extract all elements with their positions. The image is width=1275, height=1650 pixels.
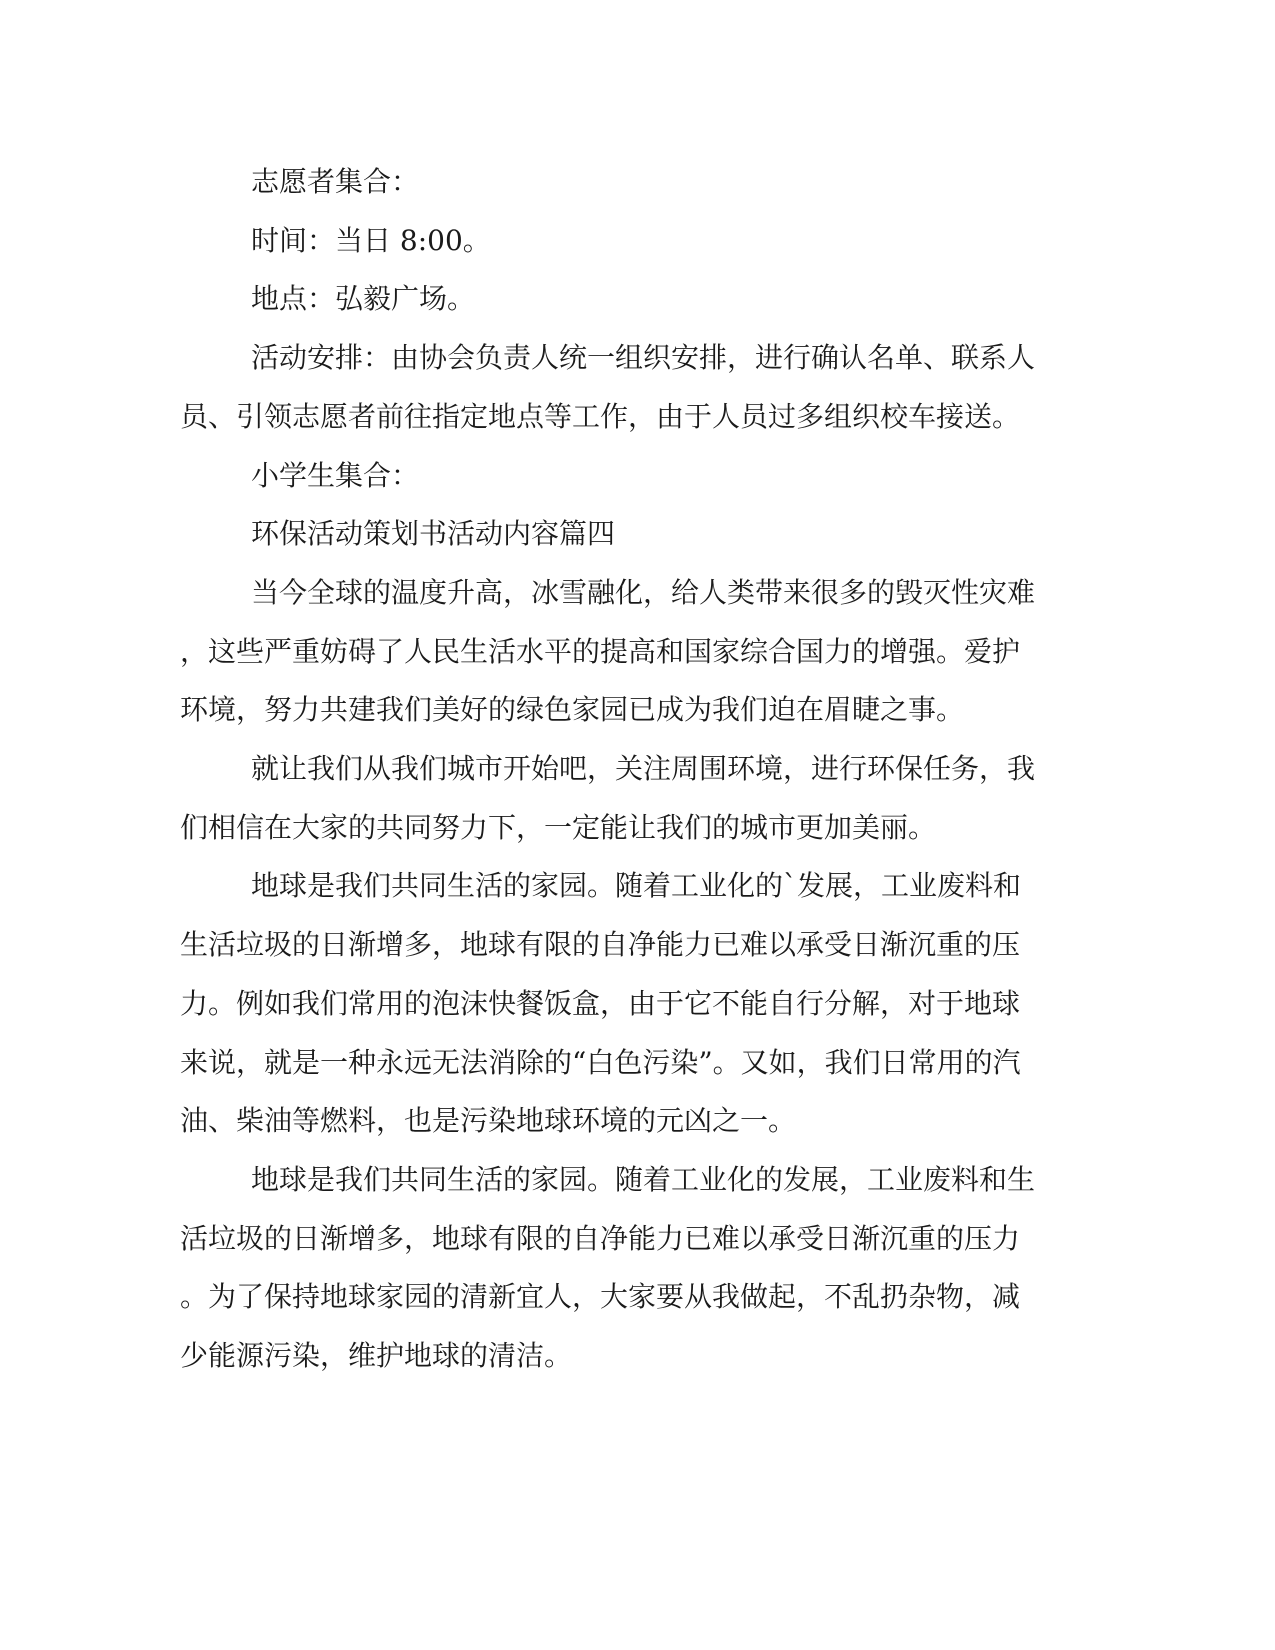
paragraph-line: 环境，努力共建我们美好的绿色家园已成为我们迫在眉睫之事。 xyxy=(180,693,965,726)
volunteer-gathering-heading: 志愿者集合： xyxy=(251,165,420,198)
paragraph-line: 来说，就是一种永远无法消除的“白色污染”。又如，我们日常用的汽 xyxy=(180,1046,1021,1079)
paragraph-line: 地球是我们共同生活的家园。随着工业化的`发展，工业废料和 xyxy=(251,869,1022,902)
paragraph-line: 生活垃圾的日渐增多，地球有限的自净能力已难以承受日渐沉重的压 xyxy=(180,928,1021,961)
paragraph-line: 。为了保持地球家园的清新宜人，大家要从我做起，不乱扔杂物，减 xyxy=(180,1280,1021,1313)
paragraph-line: 力。例如我们常用的泡沫快餐饭盒，由于它不能自行分解，对于地球 xyxy=(180,987,1021,1020)
volunteer-location-line: 地点：弘毅广场。 xyxy=(251,282,476,315)
paragraph-line: 地球是我们共同生活的家园。随着工业化的发展，工业废料和生 xyxy=(251,1163,1036,1196)
paragraph-line: 就让我们从我们城市开始吧，关注周围环境，进行环保任务，我 xyxy=(251,752,1036,785)
section-title: 环保活动策划书活动内容篇四 xyxy=(251,517,616,550)
paragraph-line: ，这些严重妨碍了人民生活水平的提高和国家综合国力的增强。爱护 xyxy=(180,635,1021,668)
paragraph-line: 油、柴油等燃料，也是污染地球环境的元凶之一。 xyxy=(180,1104,797,1137)
activity-arrangement-line-1: 活动安排：由协会负责人统一组织安排，进行确认名单、联系人 xyxy=(251,341,1036,374)
paragraph-line: 少能源污染，维护地球的清洁。 xyxy=(180,1339,573,1372)
paragraph-line: 活垃圾的日渐增多，地球有限的自净能力已难以承受日渐沉重的压力 xyxy=(180,1222,1021,1255)
paragraph-line: 当今全球的温度升高，冰雪融化，给人类带来很多的毁灭性灾难 xyxy=(251,576,1036,609)
paragraph-line: 们相信在大家的共同努力下，一定能让我们的城市更加美丽。 xyxy=(180,811,937,844)
activity-arrangement-line-2: 员、引领志愿者前往指定地点等工作，由于人员过多组织校车接送。 xyxy=(180,400,1021,433)
volunteer-time-line: 时间：当日 8:00。 xyxy=(251,224,491,257)
pupil-gathering-heading: 小学生集合： xyxy=(251,459,420,492)
